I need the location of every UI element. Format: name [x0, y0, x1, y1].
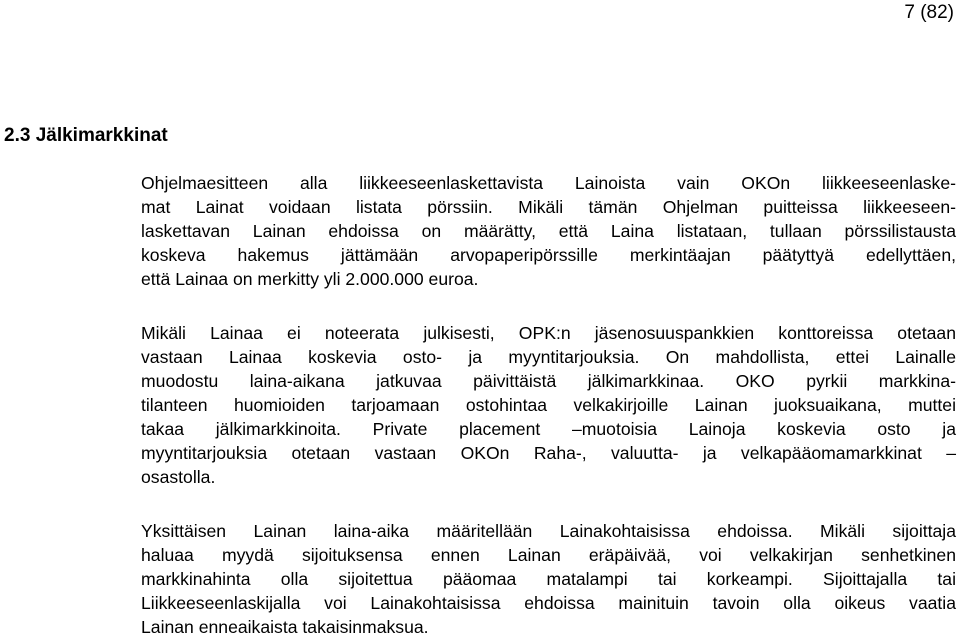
paragraph-line: mat Lainat voidaan listata pörssiin. Mikäli tämän Ohjelman puitteissa liikkeeseen-	[141, 197, 956, 217]
section-heading: 2.3 Jälkimarkkinat	[4, 125, 168, 146]
paragraph-line: koskeva hakemus jättämään arvopaperipörssille merkintäajan päätyttyä edellyttäen,	[141, 245, 956, 265]
paragraph-trading	[141, 321, 956, 489]
paragraph-listing	[141, 171, 956, 291]
paragraph-line: Mikäli Lainaa ei noteerata julkisesti, OPK:n jäsenosuuspankkien konttoreissa otetaan	[141, 323, 956, 343]
paragraph-line: muodostu laina-aikana jatkuvaa päivittäistä jälkimarkkinaa. OKO pyrkii markkina-	[141, 371, 956, 391]
paragraph-line: Lainan enneaikaista takaisinmaksua.	[141, 617, 429, 637]
paragraph-line: laskettavan Lainan ehdoissa on määrätty, että Laina listataan, tullaan pörssilistausta	[141, 221, 956, 241]
paragraph-line: tilanteen huomioiden tarjoamaan ostohintaa velkakirjoille Lainan juoksuaikana, muttei	[141, 395, 956, 415]
page-number: 7 (82)	[904, 2, 954, 23]
paragraph-line: markkinahinta olla sijoitettua pääomaa matalampi tai korkeampi. Sijoittajalla tai	[141, 569, 956, 589]
paragraph-line: osastolla.	[141, 467, 216, 487]
paragraph-line: haluaa myydä sijoituksensa ennen Lainan eräpäivää, voi velkakirjan senhetkinen	[141, 545, 956, 565]
paragraph-line: että Lainaa on merkitty yli 2.000.000 euroa.	[141, 269, 479, 289]
paragraph-line: myyntitarjouksia otetaan vastaan OKOn Raha-, valuutta- ja velkapääomamarkkinat –	[141, 443, 956, 463]
paragraph-line: Liikkeeseenlaskijalla voi Lainakohtaisissa ehdoissa mainituin tavoin olla oikeus vaatia	[141, 593, 956, 613]
paragraph-line: Ohjelmaesitteen alla liikkeeseenlaskettavista Lainoista vain OKOn liikkeeseenlaske-	[141, 173, 956, 193]
paragraph-maturity	[141, 519, 956, 639]
paragraph-line: takaa jälkimarkkinoita. Private placement –muotoisia Lainoja koskevia osto ja	[141, 419, 956, 439]
paragraph-line: vastaan Lainaa koskevia osto- ja myyntitarjouksia. On mahdollista, ettei Lainalle	[141, 347, 956, 367]
paragraph-line: Yksittäisen Lainan laina-aika määritellään Lainakohtaisissa ehdoissa. Mikäli sijoittaja	[141, 521, 956, 541]
